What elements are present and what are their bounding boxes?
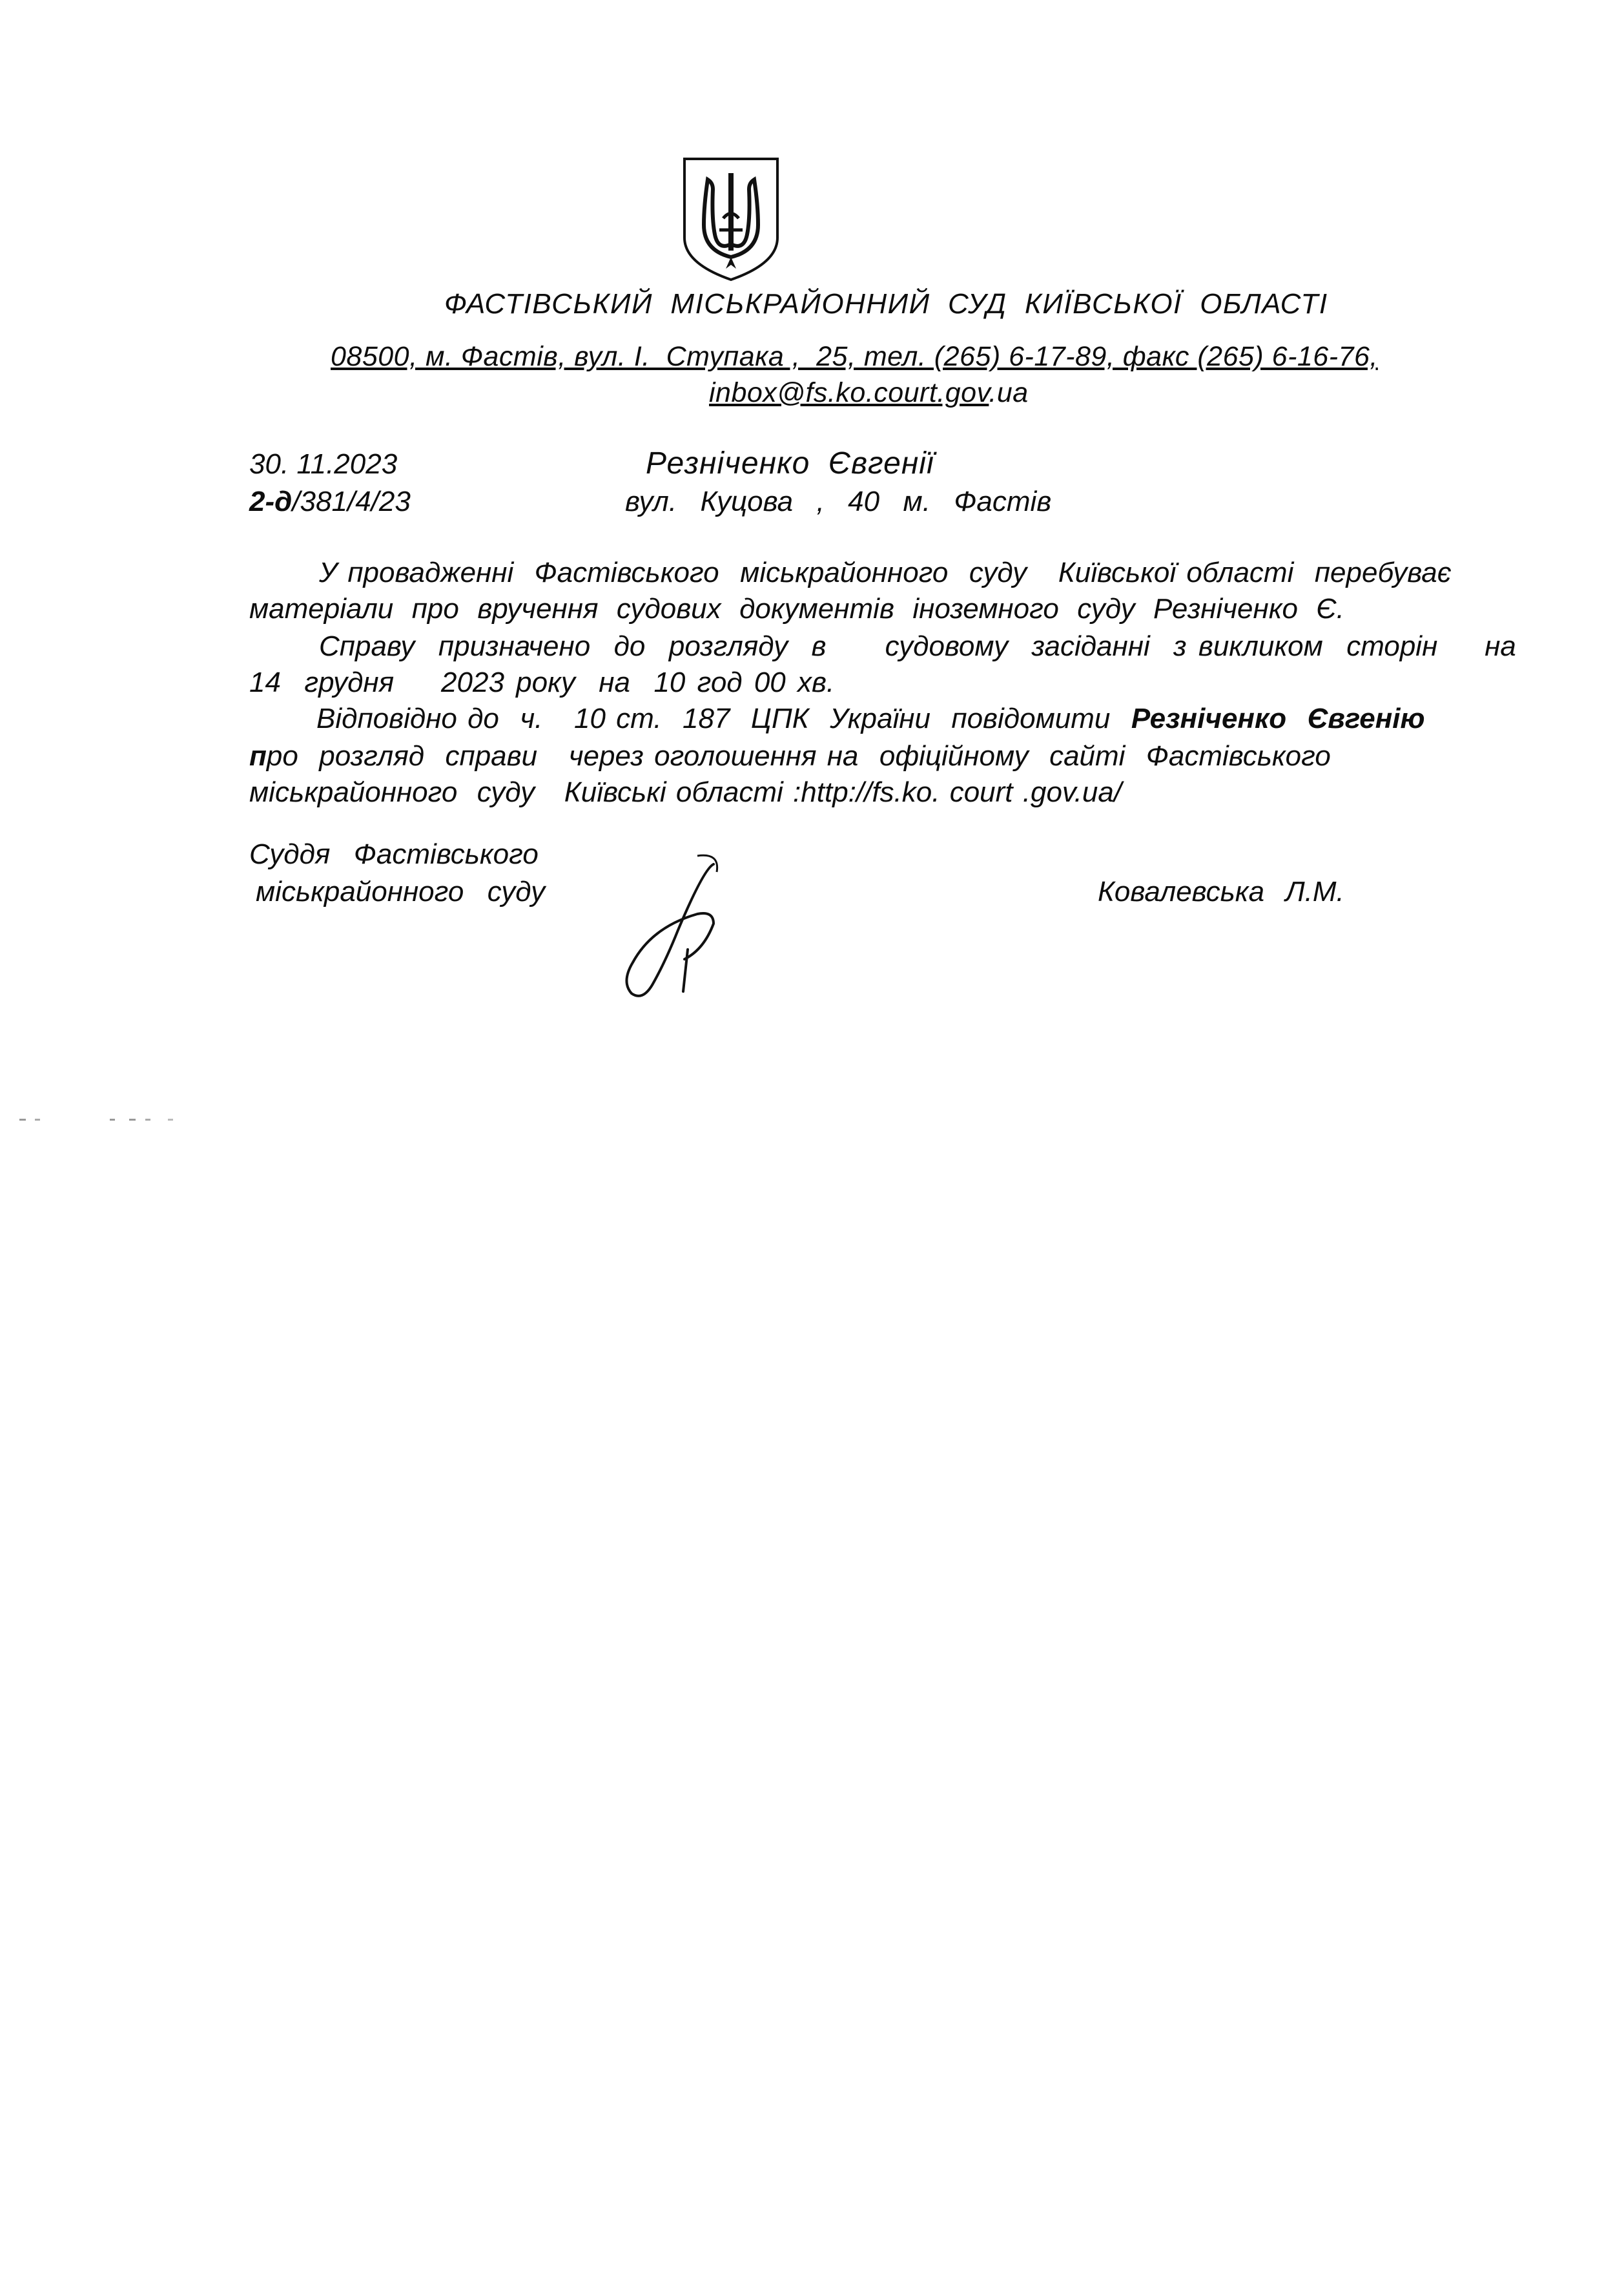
notice-recipient: Резніченко Євгенію	[1131, 703, 1425, 734]
recipient-name: Резніченко Євгенії	[646, 446, 934, 481]
document-date: 30. 11.2023	[249, 448, 398, 480]
judge-name: Ковалевська Л.М.	[1098, 876, 1344, 908]
recipient-address: вул. Куцова , 40 м. Фастів	[625, 486, 1052, 517]
body-paragraph-line: Справу призначено до розгляду в судовому засіданні з викликом сторін на	[319, 630, 1516, 662]
court-email	[709, 377, 1029, 409]
notice-bold-letter: п	[249, 740, 267, 772]
body-paragraph-line: матеріали про вручення судових документів іноземного суду Резніченко Є.	[249, 593, 1344, 625]
body-paragraph-line	[249, 740, 1331, 773]
body-paragraph-line	[316, 703, 1425, 735]
case-number	[249, 486, 411, 518]
court-name: ФАСТІВСЬКИЙ МІСЬКРАЙОННИЙ СУД КИЇВСЬКОЇ ОБЛАСТІ	[444, 288, 1328, 320]
judge-title: Суддя Фастівського	[249, 838, 539, 870]
case-number-rest: /381/4/23	[292, 486, 411, 517]
judge-title: міськрайонного суду	[256, 876, 546, 908]
scan-noise	[19, 1115, 181, 1125]
email-user: inbox@fs.ko.court.gov	[709, 377, 989, 408]
court-address: 08500, м. Фастів, вул. І. Ступака , 25, тел. (265) 6-17-89, факс (265) 6-16-76,	[331, 341, 1378, 372]
email-suffix: .ua	[989, 377, 1029, 408]
notice-text: Відповідно до ч. 10 ст. 187 ЦПК України повідомити	[316, 703, 1131, 734]
body-paragraph-line: міськрайонного суду Київські області :http://fs.ko. court .gov.ua/	[249, 776, 1122, 808]
notice-text: ро розгляд справи через оголошення на офіційному сайті Фастівського	[266, 740, 1331, 772]
hearing-date-line: 14 грудня 2023 року на 10 год 00 хв.	[249, 667, 835, 698]
trident-emblem-icon	[679, 154, 783, 283]
body-paragraph-line: У провадженні Фастівського міськрайонного суду Київської області перебуває	[319, 557, 1452, 588]
case-prefix: 2-д	[249, 486, 293, 517]
handwritten-signature	[607, 853, 723, 1001]
